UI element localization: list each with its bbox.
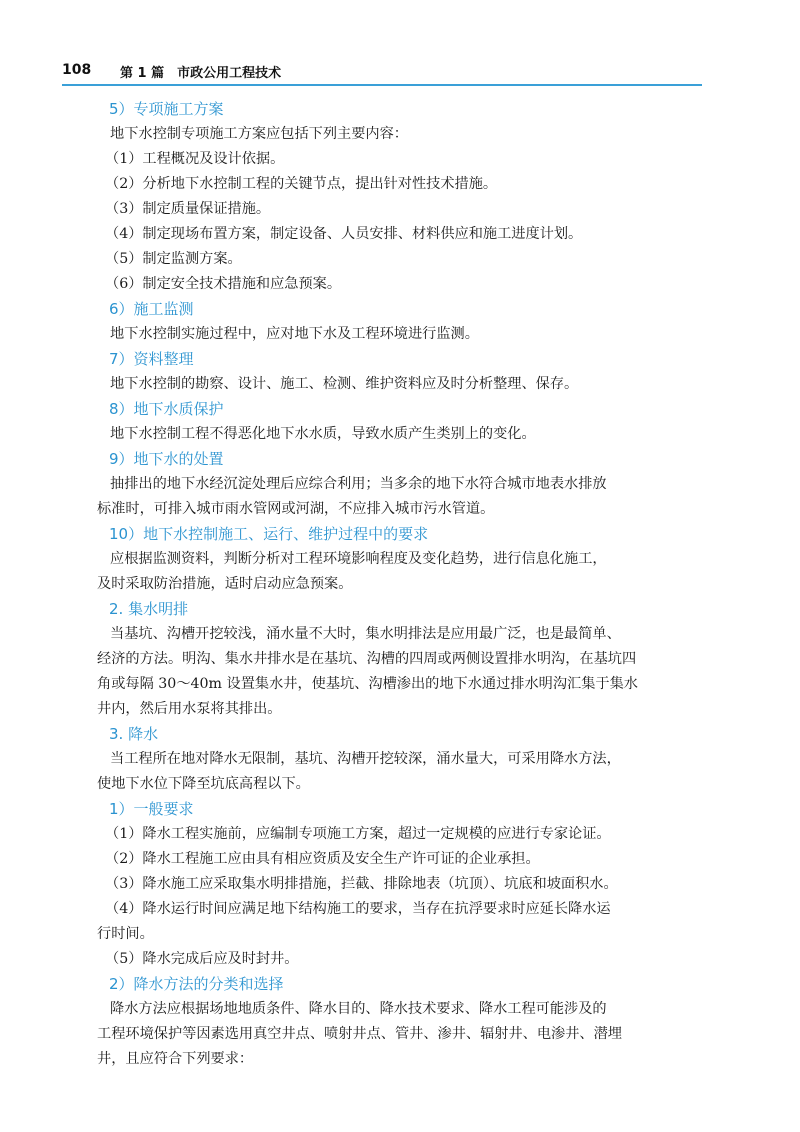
list-item: （4）制定现场布置方案，制定设备、人员安排、材料供应和施工进度计划。 bbox=[105, 226, 583, 242]
paragraph-line: 井内，然后用水泵将其排出。 bbox=[97, 701, 282, 717]
paragraph-line: 工程环境保护等因素选用真空井点、喷射井点、管井、渗井、辐射井、电渗井、潜埋 bbox=[97, 1026, 622, 1042]
section-heading: 2）降水方法的分类和选择 bbox=[109, 975, 284, 993]
paragraph-line: 当工程所在地对降水无限制，基坑、沟槽开挖较深，涌水量大，可采用降水方法， bbox=[110, 751, 621, 767]
list-item: （3）降水施工应采取集水明排措施，拦截、排除地表（坑顶）、坑底和坡面积水。 bbox=[105, 876, 618, 892]
list-item: （5）降水完成后应及时封井。 bbox=[105, 951, 299, 967]
section-heading: 3. 降水 bbox=[109, 725, 159, 743]
paragraph-line: 地下水控制的勘察、设计、施工、检测、维护资料应及时分析整理、保存。 bbox=[110, 376, 579, 392]
list-item: （1）工程概况及设计依据。 bbox=[105, 151, 285, 167]
paragraph-line: 角或每隔 30～40m 设置集水井，使基坑、沟槽渗出的地下水通过排水明沟汇集于集水 bbox=[97, 676, 638, 692]
section-heading: 9）地下水的处置 bbox=[109, 450, 224, 468]
section-heading: 1）一般要求 bbox=[109, 800, 194, 818]
section-heading: 6）施工监测 bbox=[109, 300, 194, 318]
list-item: （1）降水工程实施前，应编制专项施工方案，超过一定规模的应进行专家论证。 bbox=[105, 826, 611, 842]
page-header bbox=[62, 58, 702, 88]
list-item: （2）分析地下水控制工程的关键节点，提出针对性技术措施。 bbox=[105, 176, 498, 192]
paragraph-line: 当基坑、沟槽开挖较浅，涌水量不大时，集水明排法是应用最广泛，也是最简单、 bbox=[110, 626, 621, 642]
paragraph-line: 抽排出的地下水经沉淀处理后应综合利用；当多余的地下水符合城市地表水排放 bbox=[110, 476, 607, 492]
paragraph-line: 地下水控制工程不得恶化地下水水质，导致水质产生类别上的变化。 bbox=[110, 426, 536, 442]
paragraph-line: 地下水控制专项施工方案应包括下列主要内容： bbox=[110, 126, 408, 142]
header-rule bbox=[62, 84, 702, 86]
paragraph-line: 降水方法应根据场地地质条件、降水目的、降水技术要求、降水工程可能涉及的 bbox=[110, 1001, 607, 1017]
section-heading: 5）专项施工方案 bbox=[109, 100, 224, 118]
list-item: （4）降水运行时间应满足地下结构施工的要求，当存在抗浮要求时应延长降水运 bbox=[105, 901, 611, 917]
paragraph-line: 地下水控制实施过程中，应对地下水及工程环境进行监测。 bbox=[110, 326, 479, 342]
list-item: （2）降水工程施工应由具有相应资质及安全生产许可证的企业承担。 bbox=[105, 851, 540, 867]
running-chapter-title: 第 1 篇 市政公用工程技术 bbox=[120, 66, 282, 81]
list-item: （3）制定质量保证措施。 bbox=[105, 201, 271, 217]
paragraph-line: 行时间。 bbox=[97, 926, 154, 942]
section-heading: 8）地下水质保护 bbox=[109, 400, 224, 418]
paragraph-line: 经济的方法。明沟、集水井排水是在基坑、沟槽的四周或两侧设置排水明沟，在基坑四 bbox=[97, 651, 637, 667]
paragraph-line: 标准时，可排入城市雨水管网或河湖，不应排入城市污水管道。 bbox=[97, 501, 495, 517]
page-number: 108 bbox=[62, 62, 92, 78]
section-heading: 7）资料整理 bbox=[109, 350, 194, 368]
list-item: （6）制定安全技术措施和应急预案。 bbox=[105, 276, 342, 292]
paragraph-line: 使地下水位下降至坑底高程以下。 bbox=[97, 776, 310, 792]
paragraph-line: 及时采取防治措施，适时启动应急预案。 bbox=[97, 576, 353, 592]
paragraph-line: 应根据监测资料，判断分析对工程环境影响程度及变化趋势，进行信息化施工， bbox=[110, 551, 607, 567]
paragraph-line: 井，且应符合下列要求： bbox=[97, 1051, 254, 1067]
page-body bbox=[97, 97, 707, 1072]
list-item: （5）制定监测方案。 bbox=[105, 251, 242, 267]
section-heading: 2. 集水明排 bbox=[109, 600, 189, 618]
section-heading: 10）地下水控制施工、运行、维护过程中的要求 bbox=[109, 525, 429, 543]
